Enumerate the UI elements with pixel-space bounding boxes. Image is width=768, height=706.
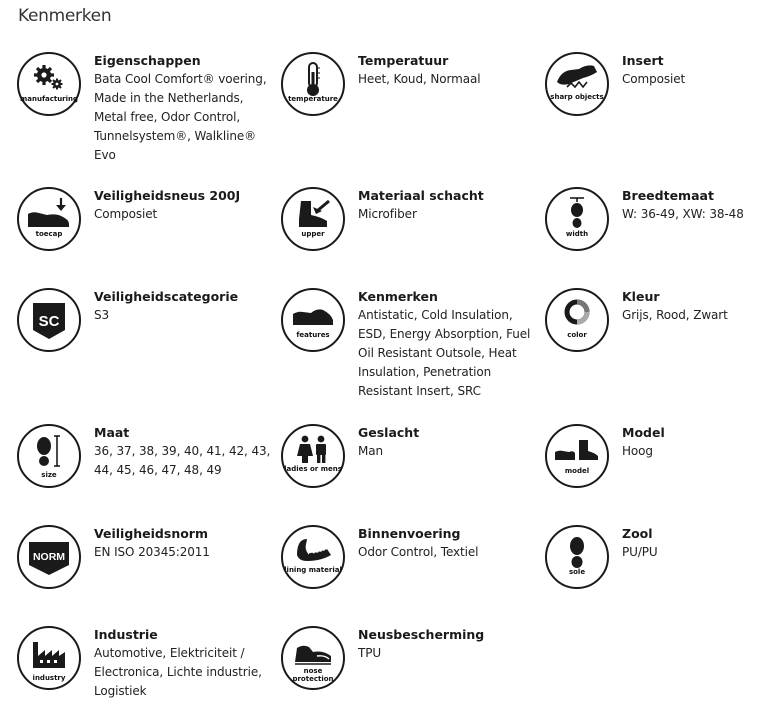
spec-title: Insert [622,53,664,68]
model-icon [545,424,609,488]
sc-text: SC [38,313,60,330]
spec-value: Composiet [622,72,686,86]
safety-category-icon [17,288,81,352]
spec-value: Automotive, Elektriciteit / Electronica, Lichte industrie, Logistiek [94,646,262,698]
spec-value: Microfiber [358,207,417,221]
spec-title: Industrie [94,627,158,642]
icon-label: toecap [35,230,63,238]
spec-title: Veiligheidsneus 200J [94,188,241,203]
spec-value: Composiet [94,207,158,221]
gender-icon [281,424,345,488]
spec-title: Binnenvoering [358,526,461,541]
section-title: Kenmerken [18,6,112,26]
sharp-objects-icon [545,52,609,116]
icon-label: size [41,471,57,479]
spec-title: Breedtemaat [622,188,714,203]
icon-label: color [567,331,587,339]
icon-label: model [564,467,590,475]
icon-label: sole [568,568,586,576]
icon-label: ladies or mens [284,465,342,473]
spec-value: EN ISO 20345:2011 [94,545,210,559]
spec-title: Geslacht [358,425,420,440]
spec-title: Neusbescherming [358,627,485,642]
icon-label: temperature [288,95,338,103]
spec-value: Hoog [622,444,653,458]
temperature-icon [281,52,345,116]
icon-label: manufacturing [19,95,79,103]
icon-label: nose protection [292,667,334,683]
icon-label: lining material [284,566,342,574]
spec-title: Veiligheidsnorm [94,526,208,541]
spec-value: PU/PU [622,545,658,559]
toecap-icon [17,187,81,251]
spec-value: S3 [94,308,110,322]
spec-value: Antistatic, Cold Insulation, ESD, Energy Absorption, Fuel Oil Resistant Outsole, Heat Insulation, Penetration Resistant Insert, SRC [358,308,531,398]
sole-icon [545,525,609,589]
size-icon [17,424,81,488]
icon-label: industry [32,674,66,682]
spec-title: Eigenschappen [94,53,201,68]
spec-value: Bata Cool Comfort® voering, Made in the Netherlands, Metal free, Odor Control, Tunnelsystem®, Walkline® Evo [94,72,267,162]
spec-title: Model [622,425,665,440]
width-icon [545,187,609,251]
spec-value: Heet, Koud, Normaal [358,72,481,86]
features-icon [281,288,345,352]
upper-icon [281,187,345,251]
spec-title: Kleur [622,289,660,304]
spec-title: Kenmerken [358,289,438,304]
color-icon [545,288,609,352]
icon-label: features [296,331,330,339]
lining-material-icon [281,525,345,589]
icon-label: upper [301,230,325,238]
spec-value: Grijs, Rood, Zwart [622,308,728,322]
manufacturing-icon [17,52,81,116]
spec-title: Veiligheidscategorie [94,289,239,304]
icon-label: sharp objects [550,93,604,101]
spec-title: Maat [94,425,130,440]
spec-value: Odor Control, Textiel [358,545,479,559]
norm-icon [17,525,81,589]
spec-title: Temperatuur [358,53,449,68]
spec-title: Zool [622,526,653,541]
spec-value: 36, 37, 38, 39, 40, 41, 42, 43, 44, 45, 46, 47, 48, 49 [94,444,271,477]
icon-label: width [565,230,589,238]
spec-value: W: 36-49, XW: 38-48 [622,207,744,221]
industry-icon [17,626,81,690]
nose-protection-icon [281,626,345,690]
spec-value: Man [358,444,384,458]
spec-value: TPU [358,646,382,660]
norm-text: NORM [32,551,66,563]
spec-title: Materiaal schacht [358,188,484,203]
